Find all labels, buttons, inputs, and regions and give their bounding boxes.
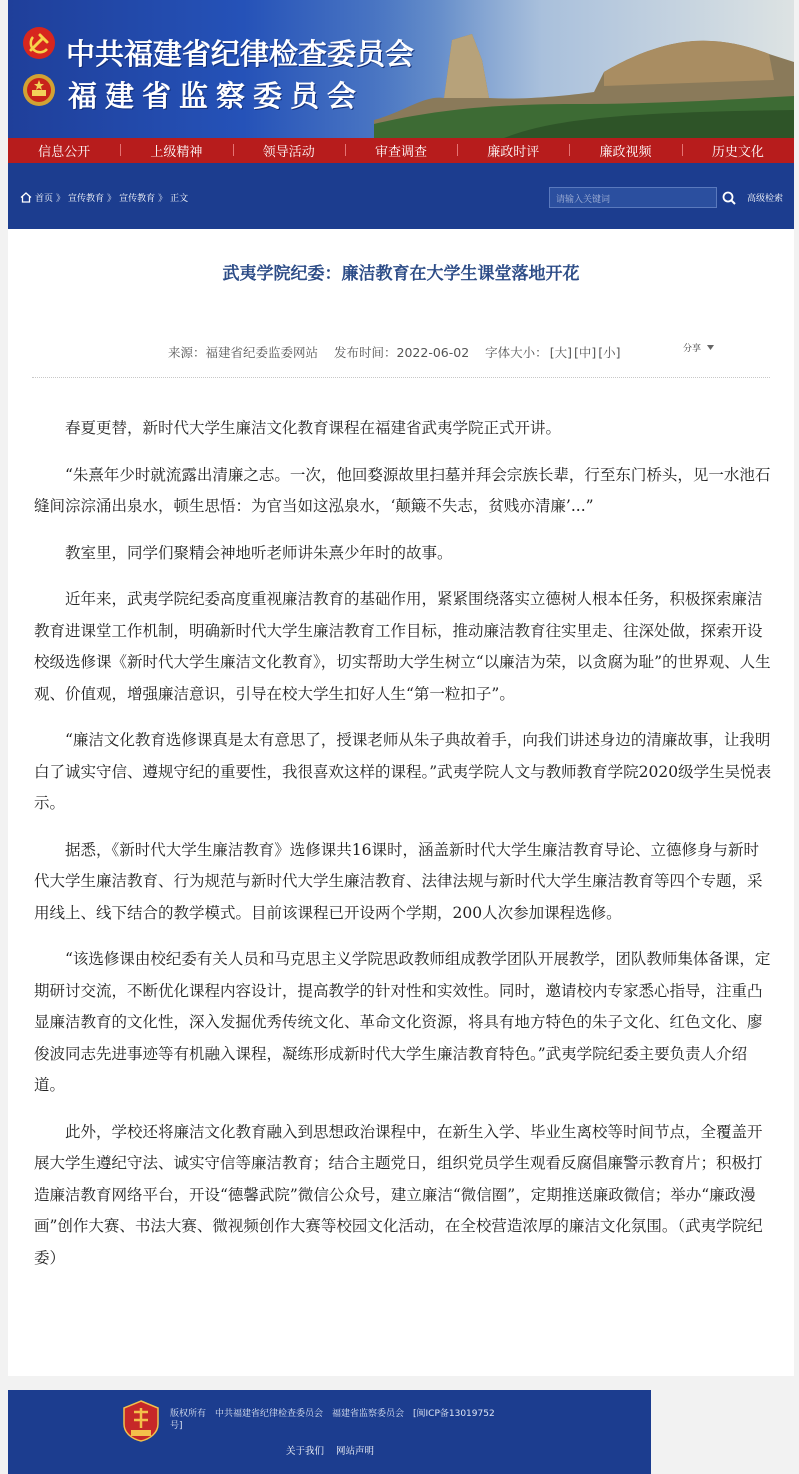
article-title: 武夷学院纪委：廉洁教育在大学生课堂落地开花 [222, 264, 580, 284]
nav-item-superior-spirit[interactable]: 上级精神 [120, 141, 232, 160]
article-paragraph: 据悉，《新时代大学生廉洁教育》选修课共16课时，涵盖新时代大学生廉洁教育导论、立德修身与新时代大学生廉洁教育、行为规范与新时代大学生廉洁教育、法律法规与新时代大学生廉洁教育等四个专题，采用线上、线下结合的教学模式。目前该课程已开设两个学期，200人次参加课程选修。 [34, 840, 763, 922]
banner-title-commission: 中共福建省纪律检查委员会 [66, 37, 415, 71]
site-banner [8, 0, 794, 138]
breadcrumb [20, 191, 188, 204]
search-icon [722, 191, 736, 205]
nav-item-info-disclosure[interactable]: 信息公开 [38, 145, 91, 160]
breadcrumb-current: 正文 [170, 194, 189, 204]
font-size-controls [485, 343, 620, 361]
breadcrumb-home[interactable]: 首页 [35, 194, 54, 204]
site-statement-link[interactable]: 网站声明 [336, 1446, 375, 1457]
breadcrumb-level2[interactable]: 宣传教育 [119, 194, 156, 204]
footer-copyright: 版权所有 中共福建省纪律检查委员会 福建省监察委员会 [闽ICP备13019752号] [170, 1409, 495, 1431]
nav-item-investigation[interactable]: 审查调查 [345, 141, 457, 160]
breadcrumb-level1[interactable]: 宣传教育 [68, 194, 105, 204]
article-paragraph: 春夏更替，新时代大学生廉洁文化教育课程在福建省武夷学院正式开讲。 [65, 419, 562, 437]
article-meta [168, 343, 620, 361]
caret-down-icon [707, 345, 714, 350]
nav-item-commentary[interactable]: 廉政时评 [457, 141, 569, 160]
font-size-large-button[interactable]: [大] [549, 345, 572, 360]
article-paragraph: “朱熹年少时就流露出清廉之志。一次，他回婺源故里扫墓并拜会宗族长辈，行至东门桥头，见一水池石缝间淙淙涌出泉水，顿生思悟：为官当如这泓泉水，‘颠簸不失志，贫贱亦清廉’...” [34, 465, 771, 515]
mountain-landscape [374, 0, 794, 138]
site-footer [8, 1390, 651, 1474]
share-label: 分享 [683, 344, 702, 354]
font-size-medium-button[interactable]: [中] [573, 345, 597, 360]
search-button[interactable] [717, 187, 741, 208]
article-paragraph: 近年来，武夷学院纪委高度重视廉洁教育的基础作用，紧紧围绕落实立德树人根本任务，积极探索廉洁教育进课堂工作机制，明确新时代大学生廉洁教育工作目标，推动廉洁教育往实里走、往深处做，探索开设校级选修课《新时代大学生廉洁文化教育》，切实帮助大学生树立“以廉洁为荣，以贪腐为耻”的世界观、人生观、价值观，增强廉洁意识，引导在校大学生扣好人生“第一粒扣子”。 [34, 590, 771, 703]
footer-links [286, 1443, 374, 1457]
font-size-label: 字体大小： [485, 345, 548, 360]
sub-header-bar [8, 163, 794, 229]
article-body [34, 413, 774, 1289]
party-emblem-icon [22, 26, 56, 60]
breadcrumb-separator: 》 [56, 194, 66, 204]
article-container [8, 229, 794, 1376]
commission-logo-icon [122, 1400, 160, 1442]
about-us-link[interactable]: 关于我们 [286, 1446, 325, 1457]
font-size-small-button[interactable]: [小] [598, 345, 621, 360]
national-emblem-icon [22, 72, 56, 108]
main-nav [8, 138, 794, 163]
banner-title-supervision: 福建省监察委员会 [68, 79, 365, 113]
home-icon [20, 192, 32, 203]
article-paragraph: 此外，学校还将廉洁文化教育融入到思想政治课程中，在新生入学、毕业生离校等时间节点，全覆盖开展大学生遵纪守法、诚实守信等廉洁教育；结合主题党日，组织党员学生观看反腐倡廉警示教育片；积极打造廉洁教育网络平台，开设“德馨武院”微信公众号，建立廉洁“微信圈”，定期推送廉政微信；举办“廉政漫画”创作大赛、书法大赛、微视频创作大赛等校园文化活动，在全校营造浓厚的廉洁文化氛围。（武夷学院纪委） [34, 1122, 763, 1267]
nav-item-leadership[interactable]: 领导活动 [233, 141, 345, 160]
nav-item-history[interactable]: 历史文化 [682, 141, 794, 160]
breadcrumb-separator: 》 [158, 194, 168, 204]
advanced-search-link[interactable]: 高级检索 [747, 194, 784, 204]
breadcrumb-separator: 》 [107, 194, 117, 204]
share-button[interactable] [683, 341, 714, 354]
article-paragraph: 教室里，同学们聚精会神地听老师讲朱熹少年时的故事。 [65, 543, 453, 562]
nav-item-videos[interactable]: 廉政视频 [569, 141, 681, 160]
article-publish-date: 发布时间：2022-06-02 [334, 345, 470, 360]
article-paragraph: “该选修课由校纪委有关人员和马克思主义学院思政教师组成教学团队开展教学，团队教师集体备课，定期研讨交流，不断优化课程内容设计，提高教学的针对性和实效性。同时，邀请校内专家悉心指导，注重凸显廉洁教育的文化性，深入发掘优秀传统文化、革命文化资源，将具有地方特色的朱子文化、红色文化、廖俊波同志先进事迹等有机融入课程，凝练形成新时代大学生廉洁教育特色。”武夷学院纪委主要负责人介绍道。 [34, 950, 771, 1094]
article-paragraph: “廉洁文化教育选修课真是太有意思了，授课老师从朱子典故着手，向我们讲述身边的清廉故事，让我明白了诚实守信、遵规守纪的重要性，我很喜欢这样的课程。”武夷学院人文与教师教育学院2020级学生吴悦表示。 [34, 731, 772, 812]
article-source: 来源：福建省纪委监委网站 [168, 345, 319, 360]
meta-divider [32, 377, 770, 378]
search-input[interactable]: 请输入关键词 [549, 187, 717, 208]
